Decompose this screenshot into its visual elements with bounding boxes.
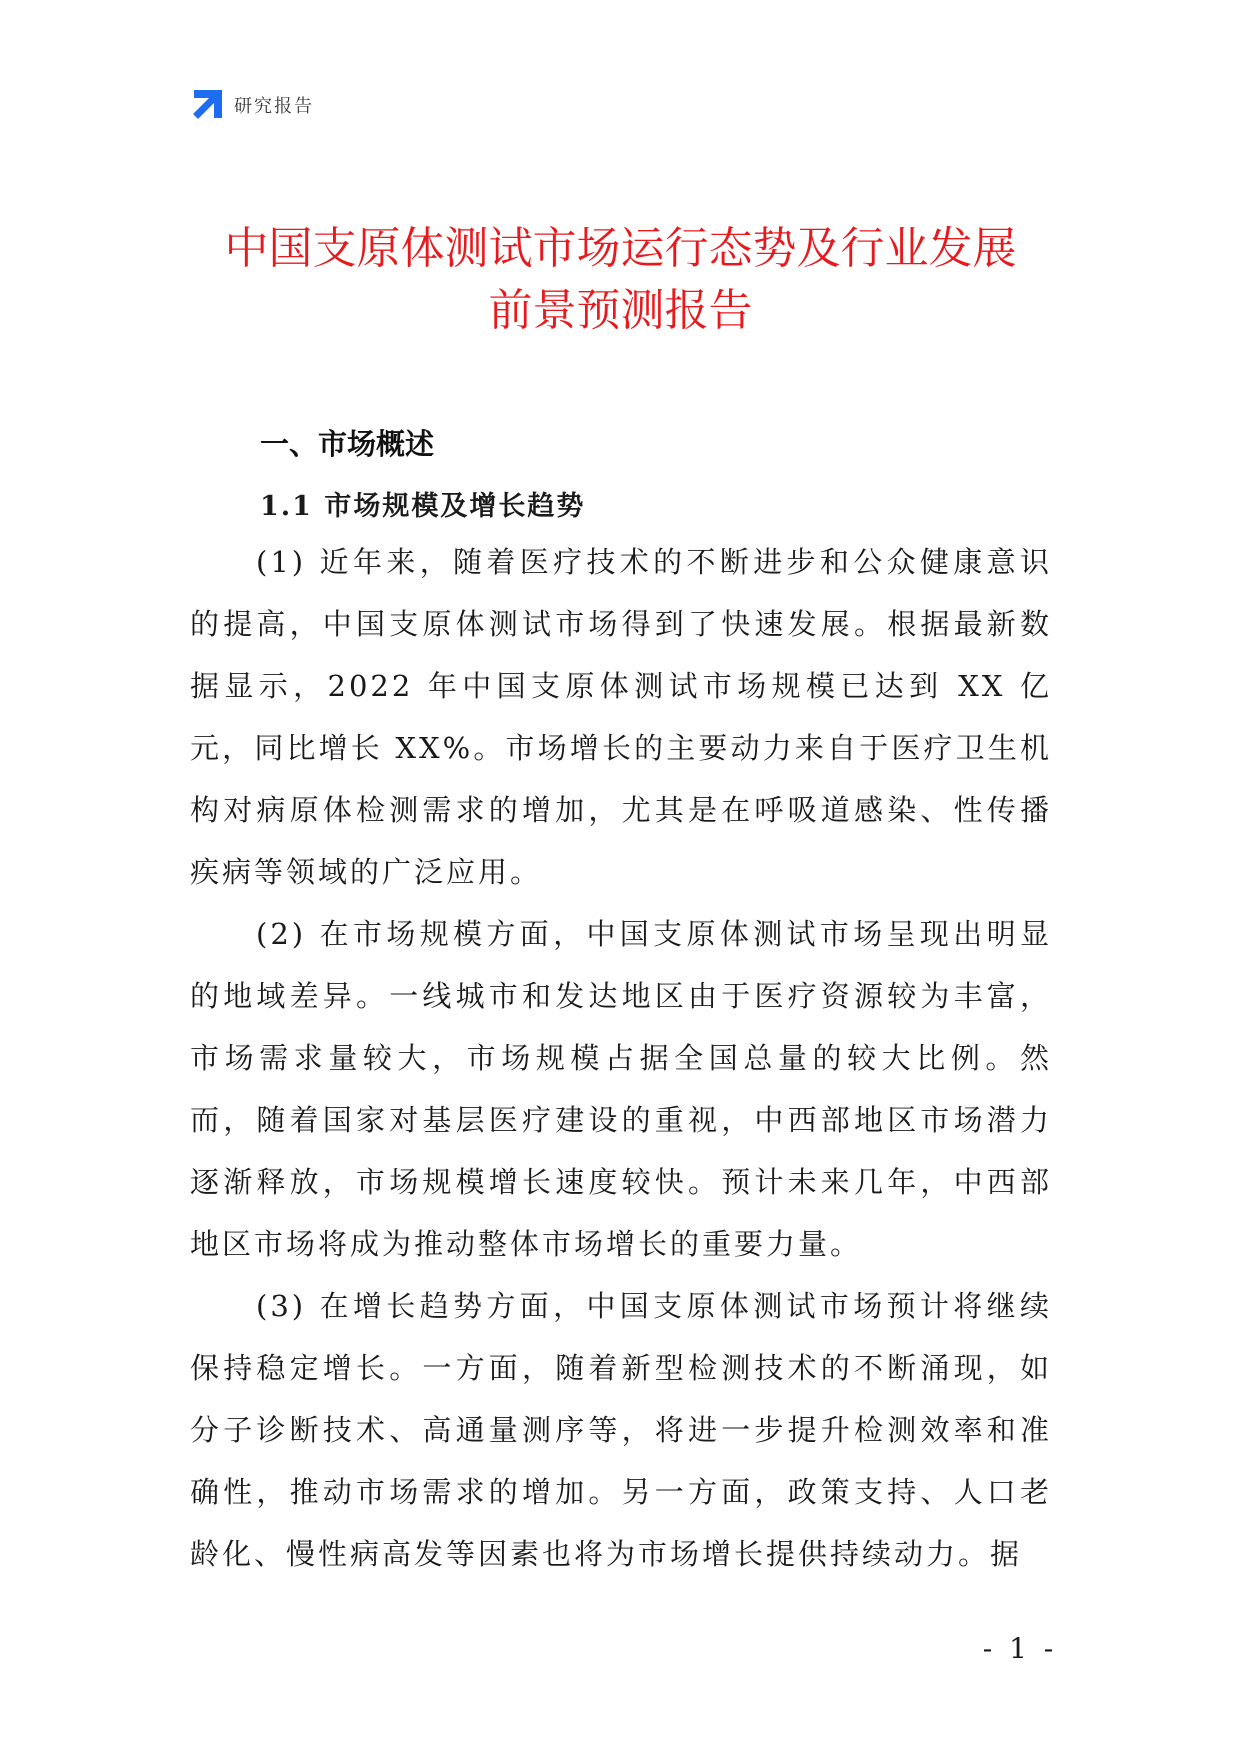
report-title-line-1: 中国支原体测试市场运行态势及行业发展 — [224, 223, 1017, 274]
report-title-line-2: 前景预测报告 — [488, 285, 753, 336]
paragraph-1: (1) 近年来，随着医疗技术的不断进步和公众健康意识的提高，中国支原体测试市场得到了快速发展。根据最新数据显示，2022 年中国支原体测试市场规模已达到 XX 亿元，同比增长 XX%。市场增长的主要动力来自于医疗卫生机构对病原体检测需求的增加，尤其是在呼吸道感染、性传播疾病等领域的广泛应用。 — [190, 545, 1052, 889]
report-title — [150, 218, 1091, 342]
report-header — [190, 88, 314, 122]
subsection-heading: 1.1 市场规模及增长趋势 — [260, 491, 586, 522]
arrow-logo-icon — [190, 88, 224, 122]
page-number: - 1 - — [982, 1632, 1058, 1665]
brand-label: 研究报告 — [234, 96, 314, 117]
paragraph-2: (2) 在市场规模方面，中国支原体测试市场呈现出明显的地域差异。一线城市和发达地区由于医疗资源较为丰富，市场需求量较大，市场规模占据全国总量的较大比例。然而，随着国家对基层医疗建设的重视，中西部地区市场潜力逐渐释放，市场规模增长速度较快。预计未来几年，中西部地区市场将成为推动整体市场增长的重要力量。 — [190, 917, 1052, 1261]
section-heading: 一、市场概述 — [260, 427, 435, 461]
paragraph-3: (3) 在增长趋势方面，中国支原体测试市场预计将继续保持稳定增长。一方面，随着新型检测技术的不断涌现，如分子诊断技术、高通量测序等，将进一步提升检测效率和准确性，推动市场需求的增加。另一方面，政策支持、人口老龄化、慢性病高发等因素也将为市场增长提供持续动力。据 — [190, 1289, 1052, 1571]
